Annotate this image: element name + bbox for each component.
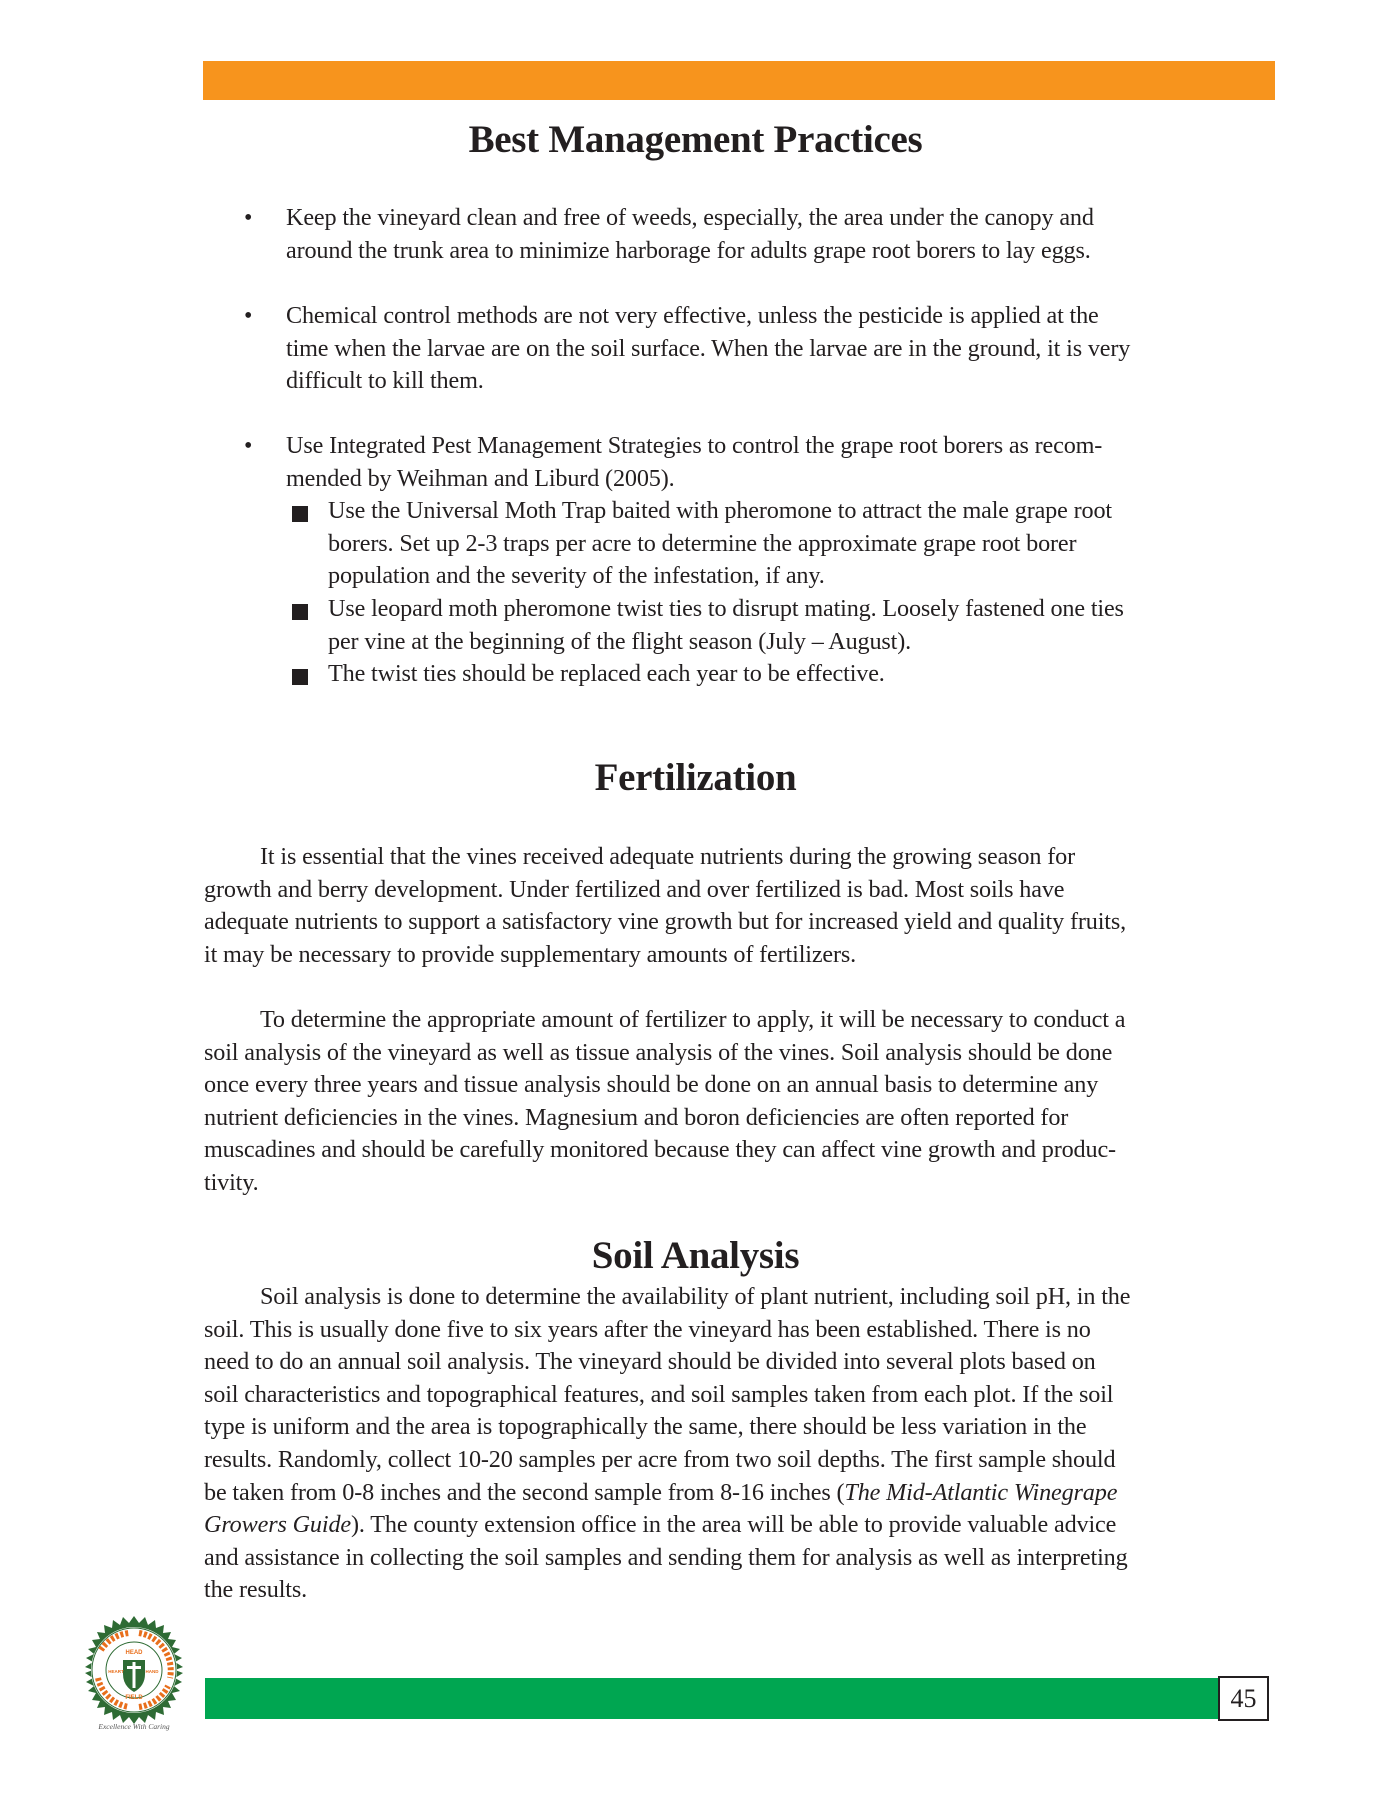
- text-line: population and the severity of the infestation, if any.: [328, 562, 825, 590]
- text-line: type is uniform and the area is topographically the same, there should be less variation in the: [204, 1413, 1087, 1441]
- bullet-dot-icon: •: [244, 303, 253, 329]
- page-number: 45: [1218, 1676, 1269, 1721]
- soil-analysis-paragraph: [204, 1281, 1294, 1607]
- text-line: the results.: [204, 1576, 307, 1604]
- text-line: muscadines and should be carefully monitored because they can affect vine growth and produc-: [204, 1136, 1116, 1164]
- bmp-sub-bullet-2: [328, 593, 1124, 658]
- text-line: borers. Set up 2-3 traps per acre to determine the approximate grape root borer: [328, 529, 1077, 557]
- text-line: once every three years and tissue analysis should be done on an annual basis to determine any: [204, 1071, 1099, 1099]
- text-line: soil characteristics and topographical features, and soil samples taken from each plot. If the soil: [204, 1380, 1114, 1408]
- heading-soil-analysis: Soil Analysis: [591, 1234, 800, 1277]
- bmp-bullet-2: [286, 300, 1130, 398]
- text-line: [204, 1509, 1294, 1542]
- text-line: soil. This is usually done five to six years after the vineyard has been established. There is no: [204, 1315, 1091, 1343]
- text-line: Soil analysis is done to determine the availability of plant nutrient, including soil pH, in the: [260, 1283, 1131, 1310]
- citation-title: The Mid-Atlantic Winegrape: [844, 1478, 1118, 1506]
- square-bullet-icon: [292, 604, 308, 620]
- text-line: time when the larvae are on the soil surface. When the larvae are in the ground, it is very: [286, 334, 1131, 362]
- square-bullet-icon: [292, 669, 308, 685]
- citation-title: Growers Guide: [204, 1511, 351, 1539]
- text-line: results. Randomly, collect 10-20 samples per acre from two soil depths. The first sample should: [204, 1445, 1116, 1473]
- fertilization-paragraph-2: [204, 1004, 1284, 1200]
- university-seal-logo: [78, 1614, 190, 1738]
- text-line: and assistance in collecting the soil samples and sending them for analysis as well as interpreting: [204, 1543, 1128, 1571]
- text-line: growth and berry development. Under fertilized and over fertilized is bad. Most soils have: [204, 875, 1065, 903]
- text-line: around the trunk area to minimize harborage for adults grape root borers to lay eggs.: [286, 236, 1091, 264]
- heading-fertilization: Fertilization: [594, 756, 797, 799]
- bullet-dot-icon: •: [244, 433, 253, 459]
- text-line: difficult to kill them.: [286, 367, 484, 395]
- text-span: be taken from 0-8 inches and the second sample from 8-16 inches (: [204, 1478, 845, 1506]
- text-line: Use Integrated Pest Management Strategies to control the grape root borers as recom-: [286, 432, 1103, 459]
- logo-tagline: Excellence With Caring: [98, 1722, 170, 1731]
- text-line: per vine at the beginning of the flight season (July – August).: [328, 627, 912, 655]
- text-line: The twist ties should be replaced each year to be effective.: [328, 660, 885, 687]
- text-line: nutrient deficiencies in the vines. Magnesium and boron deficiencies are often reported for: [204, 1103, 1069, 1131]
- svg-text:HEAD: HEAD: [125, 1650, 143, 1656]
- square-bullet-icon: [292, 506, 308, 522]
- text-line: Use leopard moth pheromone twist ties to disrupt mating. Loosely fastened one ties: [328, 595, 1124, 622]
- header-orange-bar: [203, 61, 1275, 100]
- text-line: Keep the vineyard clean and free of weeds, especially, the area under the canopy and: [286, 204, 1094, 231]
- bmp-sub-bullet-1: [328, 495, 1112, 593]
- bmp-bullet-3: [286, 430, 1102, 495]
- text-line: need to do an annual soil analysis. The vineyard should be divided into several plots based on: [204, 1348, 1096, 1376]
- bullet-dot-icon: •: [244, 205, 253, 231]
- text-line: To determine the appropriate amount of fertilizer to apply, it will be necessary to conduct a: [260, 1006, 1126, 1033]
- text-line: Chemical control methods are not very effective, unless the pesticide is applied at the: [286, 302, 1099, 329]
- footer-green-bar: [205, 1678, 1225, 1719]
- bmp-sub-bullet-3: [328, 658, 885, 691]
- text-line: [204, 1477, 1294, 1510]
- text-line: tivity.: [204, 1168, 259, 1196]
- bmp-bullet-1: [286, 202, 1094, 267]
- heading-best-management-practices: Best Management Practices: [468, 118, 923, 161]
- svg-text:HEART: HEART: [108, 1669, 124, 1674]
- fertilization-paragraph-1: [204, 841, 1284, 971]
- text-line: it may be necessary to provide supplementary amounts of fertilizers.: [204, 940, 857, 968]
- text-span: ). The county extension office in the area will be able to provide valuable advice: [350, 1511, 1117, 1539]
- svg-text:FIELD: FIELD: [125, 1695, 143, 1701]
- text-line: soil analysis of the vineyard as well as tissue analysis of the vines. Soil analysis should be done: [204, 1038, 1113, 1066]
- text-line: Use the Universal Moth Trap baited with pheromone to attract the male grape root: [328, 497, 1112, 524]
- text-line: It is essential that the vines received adequate nutrients during the growing season for: [260, 843, 1075, 870]
- seal-icon: [78, 1614, 190, 1738]
- text-line: mended by Weihman and Liburd (2005).: [286, 464, 675, 492]
- svg-text:HAND: HAND: [145, 1669, 159, 1674]
- text-line: adequate nutrients to support a satisfactory vine growth but for increased yield and quality fruits,: [204, 908, 1127, 936]
